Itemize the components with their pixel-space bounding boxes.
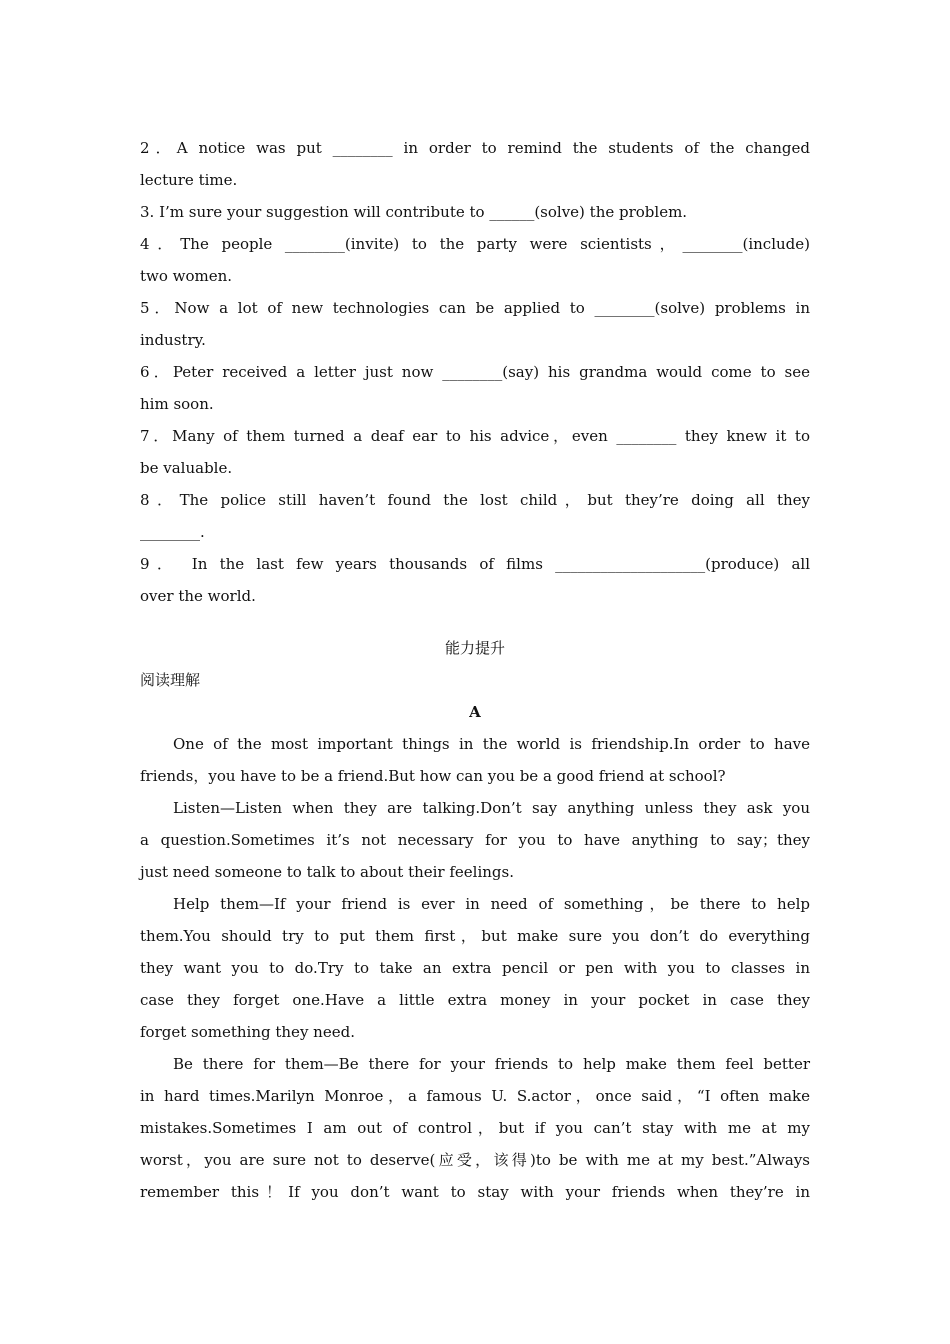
section-title: 能力提升 bbox=[444, 639, 505, 657]
paragraph-line: forget something they need. bbox=[140, 1023, 355, 1041]
paragraph-line: case they forget one.Have a little extra money in your pocket in case they bbox=[140, 991, 810, 1009]
question-3 bbox=[140, 196, 810, 228]
question-line: lecture time. bbox=[140, 171, 238, 189]
paragraph-line: remember this！If you don’t want to stay with your friends when they’re in bbox=[140, 1183, 810, 1201]
paragraph-line: Listen—Listen when they are talking.Don’t say anything unless they ask you bbox=[173, 799, 810, 817]
paragraph-line: in hard times.Marilyn Monroe，a famous U. S.actor，once said，“I often make bbox=[140, 1087, 810, 1105]
question-line: 9． In the last few years thousands of films ____________________(produce) all bbox=[140, 555, 810, 573]
question-line: 6．Peter received a letter just now ________(say) his grandma would come to see bbox=[140, 363, 810, 381]
question-line: 8．The police still haven’t found the lost child，but they’re doing all they bbox=[140, 491, 810, 509]
paragraph-line: a question.Sometimes it’s not necessary for you to have anything to say；they bbox=[140, 831, 810, 849]
paragraph-3 bbox=[140, 888, 810, 1048]
question-line: ________. bbox=[140, 523, 205, 541]
paragraph-line: them.You should try to put them first，but make sure you don’t do everything bbox=[140, 927, 810, 945]
paragraph-line: friends，you have to be a friend.But how can you be a good friend at school? bbox=[140, 767, 726, 785]
question-5 bbox=[140, 292, 810, 356]
question-9 bbox=[140, 548, 810, 612]
question-2 bbox=[140, 132, 810, 196]
question-line: 4．The people ________(invite) to the party were scientists，________(include) bbox=[140, 235, 810, 253]
question-6 bbox=[140, 356, 810, 420]
document-page bbox=[140, 132, 810, 1208]
paragraph-line: they want you to do.Try to take an extra pencil or pen with you to classes in bbox=[140, 959, 810, 977]
paragraph-line: Help them—If your friend is ever in need of something，be there to help bbox=[173, 895, 810, 913]
question-line: 2．A notice was put ________ in order to remind the students of the changed bbox=[140, 139, 810, 157]
question-line: him soon. bbox=[140, 395, 214, 413]
passage-body bbox=[140, 728, 810, 1208]
paragraph-line: worst，you are sure not to deserve(应受，该得)to be with me at my best.”Always bbox=[140, 1151, 810, 1169]
question-7 bbox=[140, 420, 810, 484]
subsection-title: 阅读理解 bbox=[140, 671, 201, 689]
question-line: over the world. bbox=[140, 587, 256, 605]
question-line: 7．Many of them turned a deaf ear to his advice，even ________ they knew it to bbox=[140, 427, 810, 445]
question-line: 3. I’m sure your suggestion will contribute to ______(solve) the problem. bbox=[140, 203, 688, 221]
question-line: 5．Now a lot of new technologies can be applied to ________(solve) problems in bbox=[140, 299, 810, 317]
question-line: two women. bbox=[140, 267, 233, 285]
paragraph-4 bbox=[140, 1048, 810, 1208]
exercise-list bbox=[140, 132, 810, 612]
passage-label: A bbox=[469, 703, 481, 721]
paragraph-2 bbox=[140, 792, 810, 888]
paragraph-line: just need someone to talk to about their feelings. bbox=[140, 863, 514, 881]
question-4 bbox=[140, 228, 810, 292]
question-line: be valuable. bbox=[140, 459, 233, 477]
paragraph-1 bbox=[140, 728, 810, 792]
paragraph-line: mistakes.Sometimes I am out of control，but if you can’t stay with me at my bbox=[140, 1119, 810, 1137]
question-line: industry. bbox=[140, 331, 206, 349]
paragraph-line: One of the most important things in the world is friendship.In order to have bbox=[173, 735, 810, 753]
question-8 bbox=[140, 484, 810, 548]
paragraph-line: Be there for them—Be there for your friends to help make them feel better bbox=[173, 1055, 810, 1073]
